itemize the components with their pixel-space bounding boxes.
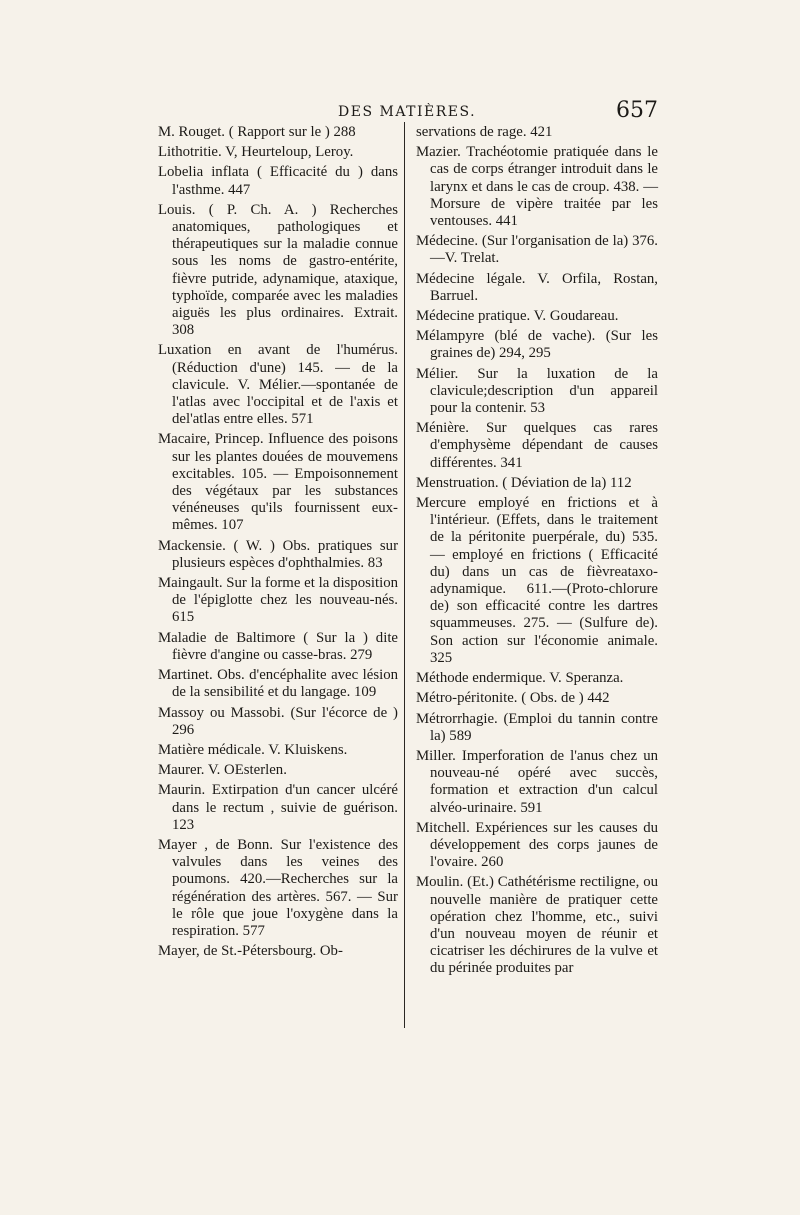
- index-entry: Médecine pratique. V. Goudareau.: [416, 308, 619, 325]
- index-entry: Miller. Imperforation de l'anus chez un nouveau-né opéré avec succès, formation et extraction d'un calcul alvéo-urinaire. 591: [416, 747, 658, 816]
- index-entry: Médecine. (Sur l'organisation de la) 376. —V. Trelat.: [416, 233, 658, 267]
- index-entry: Lobelia inflata ( Efficacité du ) dans l'asthme. 447: [158, 164, 398, 198]
- index-entry: Méthode endermique. V. Speranza.: [416, 670, 624, 687]
- running-head: DES MATIÈRES.: [338, 104, 477, 120]
- index-entry: Médecine légale. V. Orfila, Rostan, Barruel.: [416, 270, 658, 304]
- index-entry: Métro-péritonite. ( Obs. de ) 442: [416, 690, 610, 707]
- index-entry: Maladie de Baltimore ( Sur la ) dite fièvre d'angine ou casse-bras. 279: [158, 629, 398, 663]
- index-entry: Menstruation. ( Déviation de la) 112: [416, 474, 632, 491]
- index-entry: Luxation en avant de l'humérus. (Réduction d'une) 145. — de la clavicule. V. Mélier.—spontanée de l'atlas avec l'occipital et de l'axis et del'atlas entre elles. 571: [158, 342, 398, 428]
- index-entry: Mayer, de St.-Pétersbourg. Ob-: [158, 943, 343, 960]
- index-entry: M. Rouget. ( Rapport sur le ) 288: [158, 124, 356, 140]
- index-column-right: [416, 124, 658, 981]
- index-entry: Macaire, Princep. Influence des poisons sur les plantes douées de mouvemens excitables. 105. — Empoisonnement des végétaux par les substances vénéneuses qu'ils fournissent eux-mêmes. 107: [158, 431, 398, 534]
- index-entry: Mackensie. ( W. ) Obs. pratiques sur plusieurs espèces d'ophthalmies. 83: [158, 537, 398, 571]
- index-entry: Maurin. Extirpation d'un cancer ulcéré dans le rectum , suivie de guérison. 123: [158, 782, 398, 833]
- index-entry: Moulin. (Et.) Cathétérisme rectiligne, ou nouvelle manière de pratiquer cette opération chez l'homme, etc., suivi d'un nouveau moyen de réunir et cicatriser les déchirures de la vulve et du périnée produites par: [416, 874, 658, 977]
- index-entry: Maurer. V. OEsterlen.: [158, 762, 287, 779]
- index-entry: Ménière. Sur quelques cas rares d'emphysème dépendant de causes différentes. 341: [416, 420, 658, 471]
- index-entry: Martinet. Obs. d'encéphalite avec lésion de la sensibilité et du langage. 109: [158, 667, 398, 701]
- index-entry: Louis. ( P. Ch. A. ) Recherches anatomiques, pathologiques et thérapeutiques sur la maladie connue sous les noms de gastro-entérite, fièvre putride, adynamique, ataxique, typhoïde, comparée avec les maladies aiguës les plus ordinaires. Extrait. 308: [158, 201, 398, 339]
- column-divider: [404, 122, 405, 1028]
- index-entry: Massoy ou Massobi. (Sur l'écorce de ) 296: [158, 704, 398, 738]
- index-column-left: [158, 124, 398, 963]
- index-entry: Mayer , de Bonn. Sur l'existence des valvules dans les veines des poumons. 420.—Recherches sur la régénération des artères. 567. — Sur le rôle que joue l'oxygène dans la respiration. 577: [158, 836, 398, 939]
- index-entry: Métrorrhagie. (Emploi du tannin contre la) 589: [416, 710, 658, 744]
- index-entry: Mercure employé en frictions et à l'intérieur. (Effets, dans le traitement de la péritonite puerpérale, du) 535. — employé en frictions ( Efficacité du) dans un cas de fièvreataxo-adynamique. 611.—(Proto-chlorure de) son efficacité contre les dartres squammeuses. 275. — (Sulfure de). Son action sur l'économie animale. 325: [416, 495, 658, 666]
- page-number: 657: [616, 98, 658, 123]
- index-entry: Maingault. Sur la forme et la disposition de l'épiglotte chez les nouveau-nés. 615: [158, 575, 398, 626]
- index-entry: Mazier. Trachéotomie pratiquée dans le cas de corps étranger introduit dans le larynx et dans le cas de croup. 438. — Morsure de vipère traitée par les ventouses. 441: [416, 144, 658, 230]
- index-entry: Mélier. Sur la luxation de la clavicule;description d'un appareil pour la contenir. 53: [416, 365, 658, 417]
- index-entry: Mitchell. Expériences sur les causes du développement des corps jaunes de l'ovaire. 260: [416, 819, 658, 871]
- index-entry: Lithotritie. V, Heurteloup, Leroy.: [158, 144, 354, 161]
- index-entry: Matière médicale. V. Kluiskens.: [158, 741, 348, 758]
- index-entry: servations de rage. 421: [416, 124, 553, 140]
- index-entry: Mélampyre (blé de vache). (Sur les graines de) 294, 295: [416, 328, 658, 362]
